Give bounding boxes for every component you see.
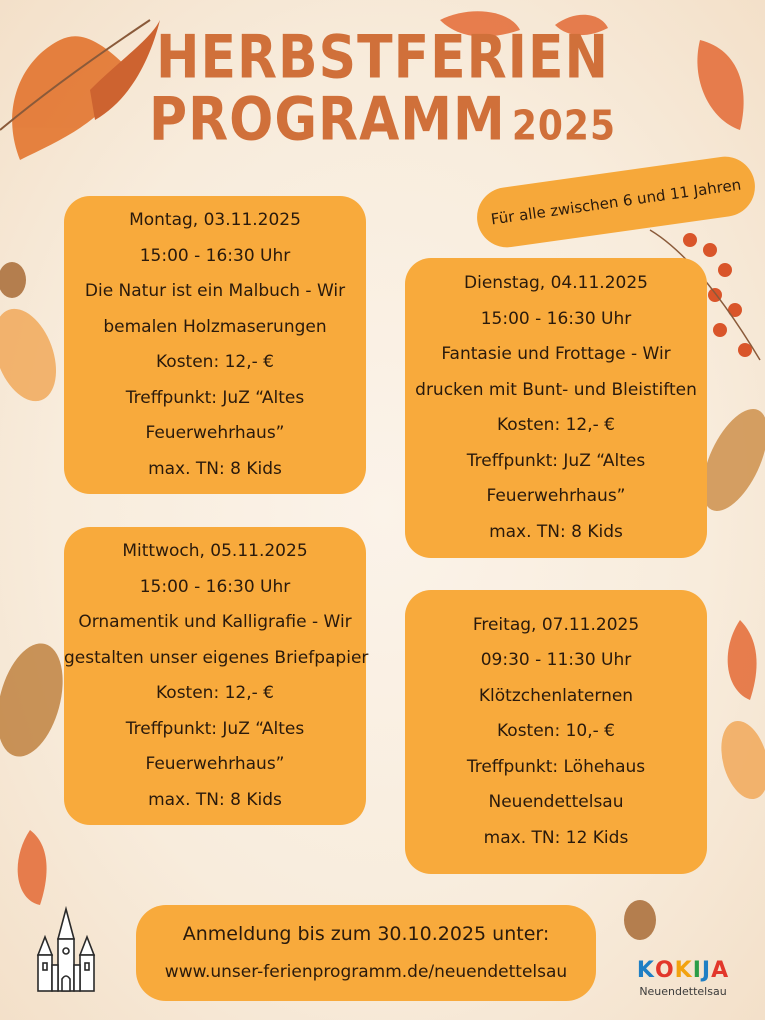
- event-date: Freitag, 07.11.2025: [472, 614, 640, 635]
- event-time: 15:00 - 16:30 Uhr: [480, 308, 632, 329]
- event-title: Fantasie und Frottage - Wir: [441, 344, 671, 364]
- event-date: Mittwoch, 05.11.2025: [122, 541, 308, 561]
- event-place-continued: Feuerwehrhaus”: [486, 486, 626, 506]
- logo-letter: J: [701, 958, 712, 983]
- event-place: Treffpunkt: JuZ “Altes: [466, 450, 646, 471]
- logo-wordmark: [628, 958, 738, 984]
- registration-url[interactable]: www.unser-ferienprogramm.de/neuendettelsau: [164, 962, 568, 982]
- event-time: 15:00 - 16:30 Uhr: [139, 245, 291, 266]
- event-place-continued: Feuerwehrhaus”: [145, 423, 285, 443]
- event-place-continued: Feuerwehrhaus”: [145, 754, 285, 774]
- audience-badge: Für alle zwischen 6 und 11 Jahren: [473, 153, 759, 251]
- title-line-1: HERBSTFERIEN: [155, 23, 610, 93]
- event-date: Montag, 03.11.2025: [129, 210, 301, 230]
- event-cost: Kosten: 12,- €: [497, 415, 615, 435]
- event-place: Treffpunkt: JuZ “Altes: [125, 387, 305, 408]
- church-icon: [30, 903, 102, 995]
- logo-letter: I: [692, 958, 702, 983]
- event-max-participants: max. TN: 8 Kids: [489, 521, 623, 542]
- title-line-2: [0, 86, 765, 155]
- kokija-logo: [628, 958, 738, 1008]
- event-time: 15:00 - 16:30 Uhr: [139, 576, 291, 597]
- event-cost: Kosten: 12,- €: [156, 683, 274, 703]
- logo-letter: O: [654, 958, 675, 983]
- event-card-friday: [405, 590, 707, 874]
- event-card-wednesday: [64, 527, 369, 825]
- event-title-continued: drucken mit Bunt- und Bleistiften: [415, 379, 697, 400]
- event-max-participants: max. TN: 8 Kids: [148, 789, 282, 810]
- event-max-participants: max. TN: 8 Kids: [148, 458, 282, 479]
- event-cost: Kosten: 12,- €: [156, 352, 274, 372]
- title-year: 2025: [511, 102, 617, 150]
- event-title: Klötzchenlaternen: [478, 685, 634, 706]
- event-max-participants: max. TN: 12 Kids: [483, 827, 629, 848]
- event-title-continued: bemalen Holzmaserungen: [103, 316, 327, 337]
- logo-subtitle: Neuendettelsau: [639, 985, 727, 998]
- logo-letter: K: [674, 958, 693, 983]
- event-date: Dienstag, 04.11.2025: [464, 273, 648, 293]
- event-place-continued: Neuendettelsau: [488, 792, 624, 813]
- logo-letter: K: [636, 958, 655, 983]
- event-title: Die Natur ist ein Malbuch - Wir: [84, 281, 346, 301]
- title-word: PROGRAMM: [148, 85, 506, 155]
- event-time: 09:30 - 11:30 Uhr: [480, 650, 632, 671]
- event-card-monday: [64, 196, 366, 494]
- event-title: Ornamentik und Kalligrafie - Wir: [78, 612, 352, 632]
- event-title-continued: gestalten unser eigenes Briefpapier: [64, 647, 369, 668]
- event-place: Treffpunkt: JuZ “Altes: [125, 718, 305, 739]
- logo-letter: A: [711, 958, 730, 983]
- event-place: Treffpunkt: Löhehaus: [466, 756, 646, 777]
- registration-deadline: Anmeldung bis zum 30.10.2025 unter:: [182, 923, 550, 945]
- event-card-tuesday: [405, 258, 707, 558]
- event-cost: Kosten: 10,- €: [497, 721, 615, 742]
- registration-box: [136, 905, 596, 1001]
